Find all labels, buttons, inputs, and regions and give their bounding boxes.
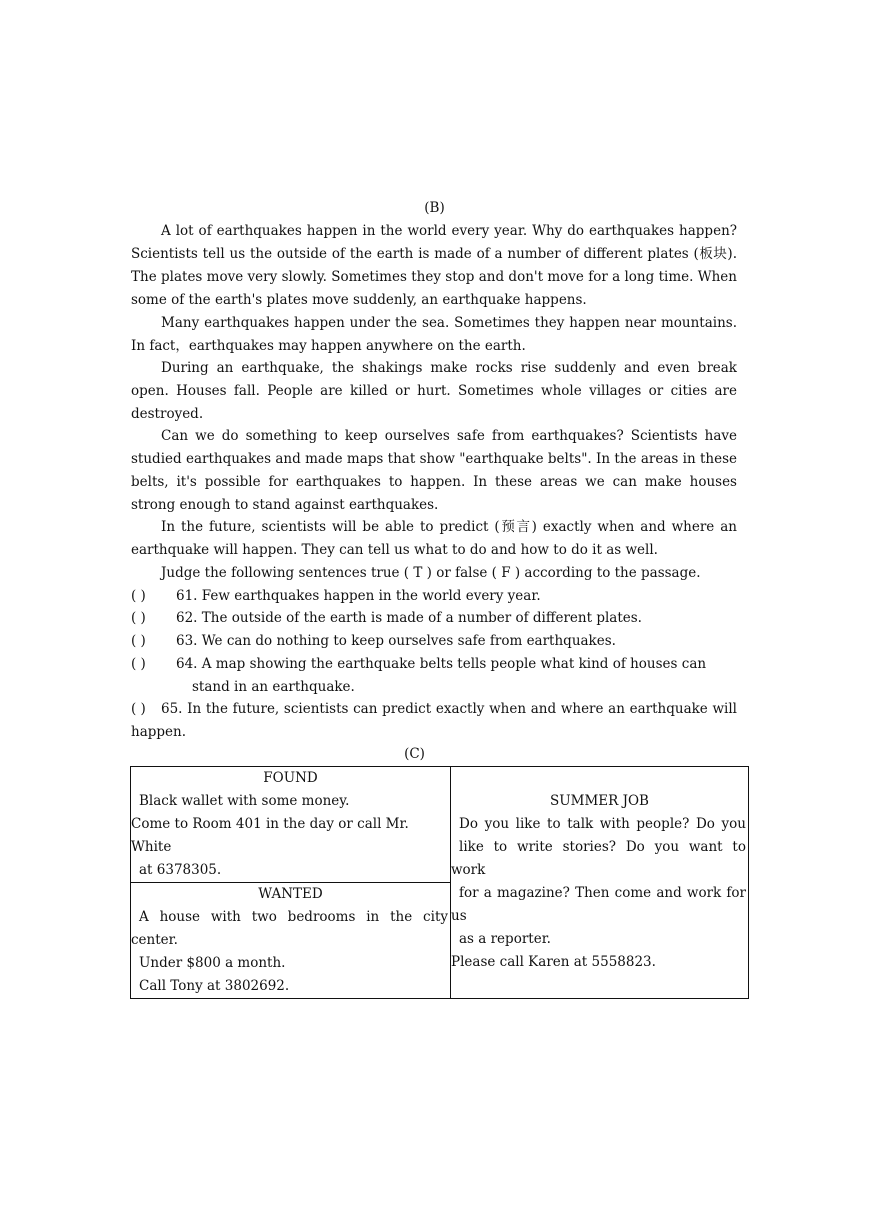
wanted-line: A house with two bedrooms in the city [139,909,448,925]
summer-job-title: SUMMER JOB [550,793,649,809]
paragraph-1: A lot of earthquakes happen in the world every year. Why do earthquakes happen? Scientists tell us the outside of the earth is made of a number of different plates (板块). The plates move very slowly. Sometimes they stop and don't move for a long time. When some of the earth's plates move suddenly, an earthquake happens. [131,223,737,308]
section-b-heading: (B) [424,200,445,216]
wanted-line: Under $800 a month. [139,955,286,971]
found-title: FOUND [263,770,318,786]
paragraph-2: Many earthquakes happen under the sea. Sometimes they happen near mountains. In fact，earthquakes may happen anywhere on the earth. [131,315,737,354]
question-62: ( ) 62. The outside of the earth is made of a number of different plates. [131,607,737,630]
answer-blank[interactable]: ( ) [131,610,146,626]
found-line: Come to Room 401 in the day or call Mr. White [131,816,409,855]
summer-job-line: Do you like to talk with people? Do you [459,816,746,832]
found-line: at 6378305. [139,862,222,878]
ads-table [130,766,749,999]
paragraph-4: Can we do something to keep ourselves safe from earthquakes? Scientists have studied earthquakes and made maps that show "earthquake belts". In the areas in these belts, it's possible for earthquakes to happen. In these areas we can make houses strong enough to stand against earthquakes. [131,428,737,513]
question-61: ( ) 61. Few earthquakes happen in the world every year. [131,585,737,608]
summer-job-line: for a magazine? Then come and work for [459,885,746,901]
instructions: Judge the following sentences true ( T ) or false ( F ) according to the passage. [161,565,701,581]
question-64: ( ) 64. A map showing the earthquake belts tells people what kind of houses can stand in an earthquake. [131,653,737,699]
wanted-line: Call Tony at 3802692. [139,978,290,994]
summer-job-ad [451,767,749,999]
summer-job-line: like to write stories? Do you want to [459,839,746,855]
question-63: ( ) 63. We can do nothing to keep ourselves safe from earthquakes. [131,630,737,653]
answer-blank[interactable]: ( ) [131,701,146,717]
section-c-heading: (C) [404,746,425,762]
found-line: Black wallet with some money. [139,793,350,809]
summer-job-line: work [451,862,486,878]
summer-job-line: Please call Karen at 5558823. [451,954,656,970]
summer-job-line: us [451,908,467,924]
answer-blank[interactable]: ( ) [131,656,146,672]
paragraph-5: In the future, scientists will be able to predict (预言) exactly when and where an earthquake will happen. They can tell us what to do and how to do it as well. [131,519,737,558]
paragraph-3: During an earthquake, the shakings make rocks rise suddenly and even break open. Houses fall. People are killed or hurt. Sometimes whole villages or cities are destroyed. [131,360,737,422]
wanted-line: center. [131,932,178,948]
wanted-ad [131,883,451,999]
wanted-title: WANTED [258,886,323,902]
answer-blank[interactable]: ( ) [131,588,146,604]
found-ad [131,767,451,883]
summer-job-line: as a reporter. [459,931,551,947]
answer-blank[interactable]: ( ) [131,633,146,649]
question-65: ( ) 65. In the future, scientists can predict exactly when and where an earthquake will happen. [131,698,737,744]
